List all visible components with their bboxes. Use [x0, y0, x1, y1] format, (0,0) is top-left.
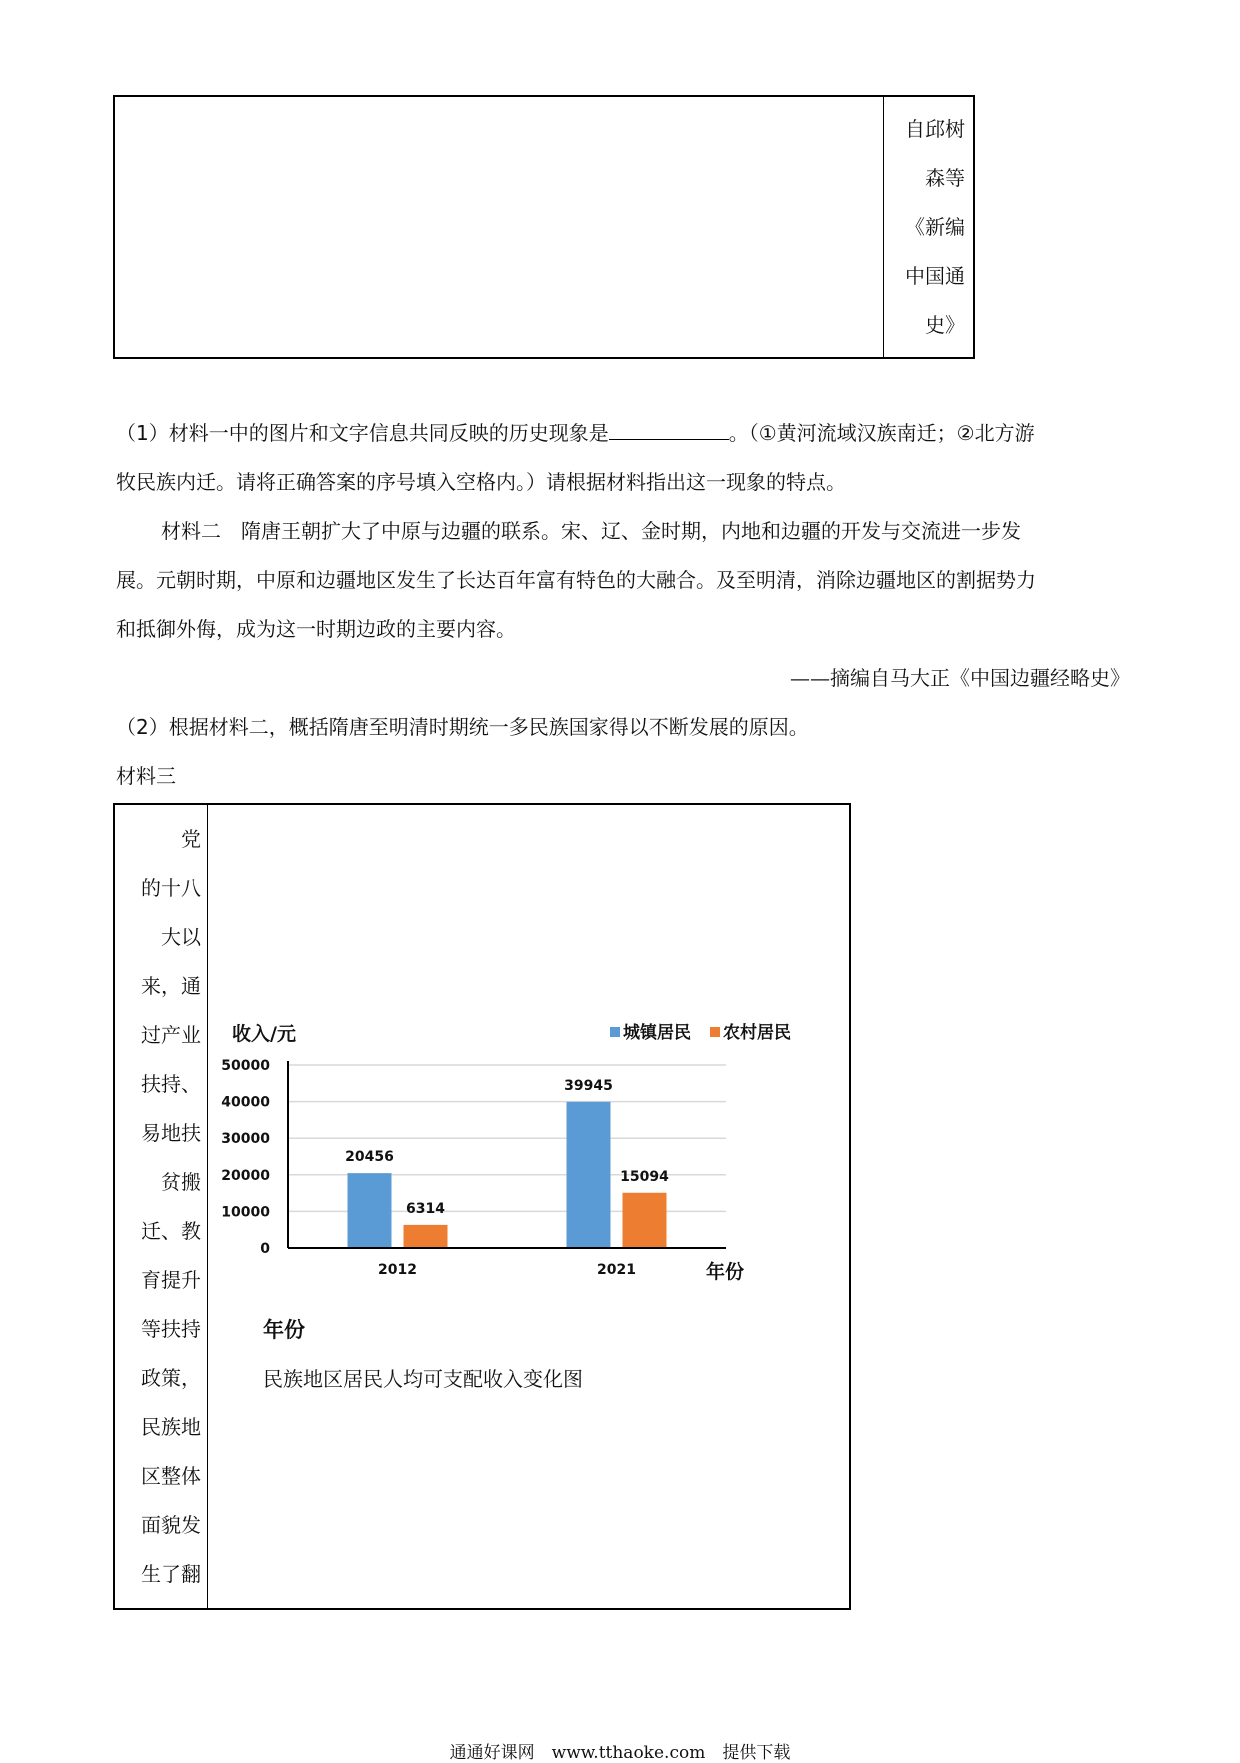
legend-label: 城镇居民: [623, 1023, 691, 1043]
side-line: 生了翻: [141, 1562, 201, 1586]
side-line: 贫搬: [161, 1170, 201, 1194]
source-line: 《新编: [905, 215, 965, 239]
question1-line1: [116, 409, 1035, 458]
answer-blank[interactable]: [609, 421, 729, 440]
side-line: 等扶持: [141, 1317, 201, 1341]
x-tick-label: 2021: [597, 1262, 636, 1278]
side-line: 育提升: [141, 1268, 201, 1292]
material2-line: 展。元朝时期，中原和边疆地区发生了长达百年富有特色的大融合。及至明清，消除边疆地区的割据势力: [116, 568, 1036, 592]
side-line: 面貌发: [141, 1513, 201, 1537]
data-label: 20456: [345, 1149, 394, 1166]
y-tick-label: 20000: [221, 1167, 270, 1184]
y-tick-label: 40000: [221, 1094, 270, 1111]
x-tick-label: 2012: [378, 1262, 417, 1278]
y-tick-label: 30000: [221, 1131, 270, 1148]
data-label: 6314: [406, 1200, 445, 1217]
y-tick-label: 10000: [221, 1204, 270, 1221]
legend-label: 农村居民: [723, 1023, 791, 1043]
material2-source: ——摘编自马大正《中国边疆经略史》: [790, 666, 1130, 690]
y-tick-label: 0: [260, 1241, 270, 1257]
data-label: 39945: [564, 1077, 613, 1094]
side-line: 过产业: [141, 1023, 201, 1047]
question2: （2）根据材料二，概括隋唐至明清时期统一多民族国家得以不断发展的原因。: [116, 715, 809, 739]
question1-text-after: 。（①黄河流域汉族南迁；②北方游: [728, 421, 1035, 445]
side-line: 党: [181, 827, 201, 851]
chart-year-label: 年份: [263, 1318, 305, 1342]
side-line: 的十八: [141, 876, 201, 900]
side-line: 来，通: [141, 974, 201, 998]
side-line: 政策，: [141, 1366, 201, 1390]
x-axis-title: 年份: [706, 1261, 745, 1283]
side-line: 民族地: [141, 1415, 201, 1439]
source-line: 中国通: [905, 264, 965, 288]
bar: [404, 1225, 448, 1248]
side-line: 迁、教: [141, 1219, 201, 1243]
side-line: 区整体: [141, 1464, 201, 1488]
y-axis-title: 收入/元: [232, 1023, 296, 1045]
y-tick-label: 50000: [221, 1058, 270, 1074]
side-line: 大以: [161, 925, 201, 949]
legend-swatch: [610, 1027, 620, 1037]
material2-line: 和抵御外侮，成为这一时期边政的主要内容。: [116, 617, 516, 641]
source-line: 史》: [925, 313, 965, 337]
source-line: 自邱树: [905, 117, 965, 141]
bar: [623, 1193, 667, 1248]
legend-swatch: [710, 1027, 720, 1037]
source-line: 森等: [925, 166, 965, 190]
question1-line2: 牧民族内迁。请将正确答案的序号填入空格内。）请根据材料指出这一现象的特点。: [116, 470, 846, 494]
side-line: 易地扶: [141, 1121, 201, 1145]
material2-line: 材料二 隋唐王朝扩大了中原与边疆的联系。宋、辽、金时期，内地和边疆的开发与交流进一步发: [161, 519, 1021, 543]
question1-text-before: （1）材料一中的图片和文字信息共同反映的历史现象是: [116, 421, 609, 445]
data-label: 15094: [620, 1168, 669, 1185]
material3-label: 材料三: [116, 764, 176, 788]
income-bar-chart: [210, 1010, 791, 1310]
bar: [567, 1102, 611, 1248]
bar: [348, 1173, 392, 1248]
footer: 通通好课网 www.tthaoke.com 提供下载: [449, 1743, 791, 1763]
side-line: 扶持、: [141, 1072, 201, 1096]
chart-caption: 民族地区居民人均可支配收入变化图: [263, 1367, 583, 1391]
material1-table: [113, 95, 975, 359]
